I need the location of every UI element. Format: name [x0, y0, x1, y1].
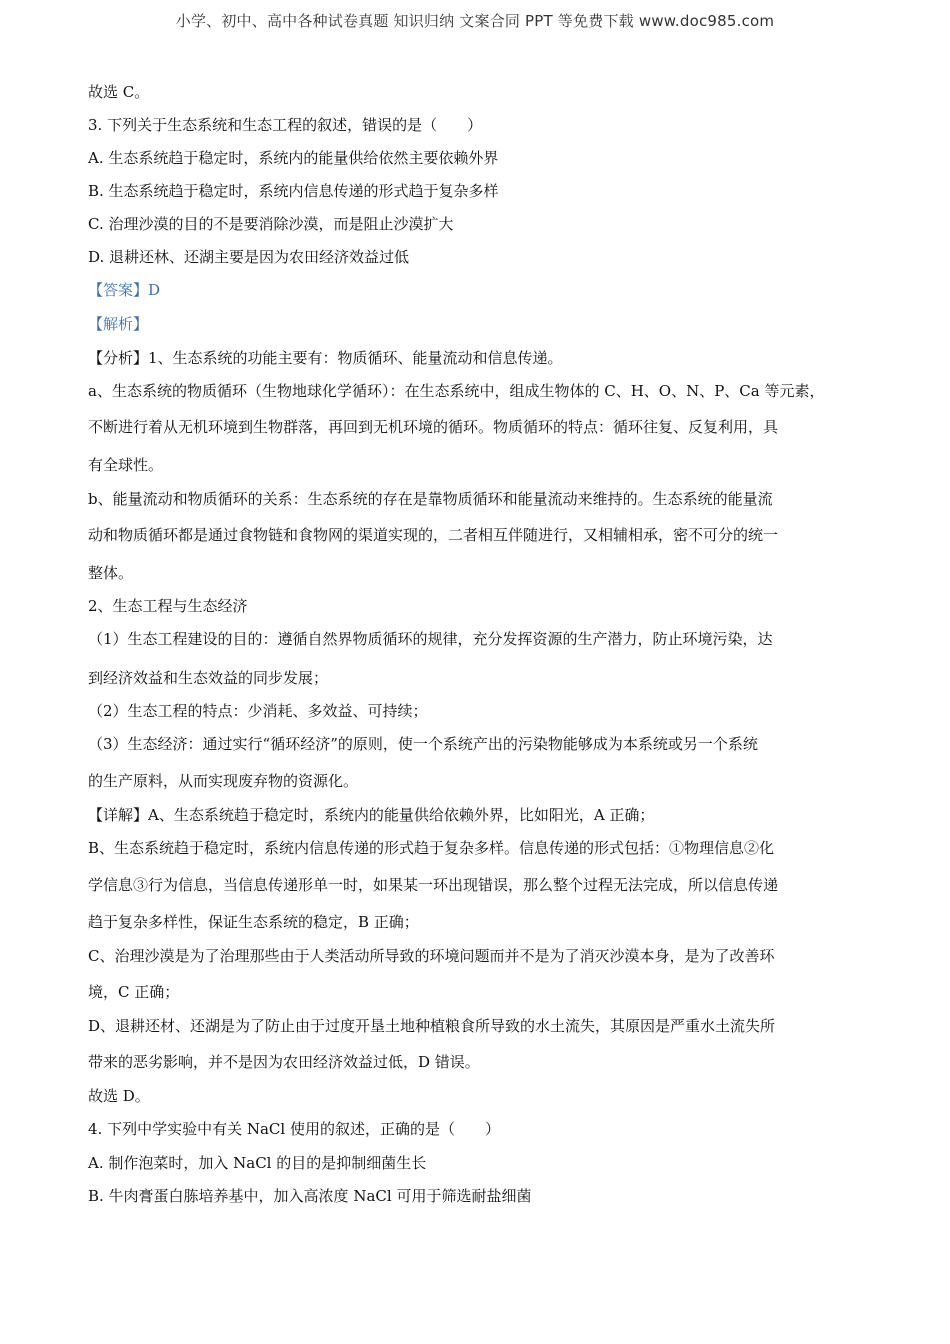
text-line: 有全球性。	[88, 456, 164, 474]
text-line: 学信息③行为信息，当信息传递形单一时，如果某一环出现错误，那么整个过程无法完成，所以信息传递	[88, 876, 779, 894]
text-line: （1）生态工程建设的目的：遵循自然界物质循环的规律，充分发挥资源的生产潜力，防止环境污染，达	[88, 630, 773, 648]
text-line: C、治理沙漠是为了治理那些由于人类活动所导致的环境问题而并不是为了消灭沙漠本身，是为了改善环	[88, 947, 775, 965]
text-line: B、生态系统趋于稳定时，系统内信息传递的形式趋于复杂多样。信息传递的形式包括：①物理信息②化	[88, 839, 775, 857]
text-line: 动和物质循环都是通过食物链和食物网的渠道实现的，二者相互伴随进行，又相辅相承，密不可分的统一	[88, 526, 779, 544]
text-line: D、退耕还材、还湖是为了防止由于过度开垦土地种植粮食所导致的水土流失，其原因是严重水土流失所	[88, 1017, 776, 1035]
option-c: C. 治理沙漠的目的不是要消除沙漠，而是阻止沙漠扩大	[88, 215, 454, 233]
text-line: （3）生态经济：通过实行“循环经济”的原则，使一个系统产出的污染物能够成为本系统或另一个系统	[88, 735, 758, 753]
option-d: D. 退耕还林、还湖主要是因为农田经济效益过低	[88, 248, 410, 266]
text-line: 到经济效益和生态效益的同步发展；	[88, 669, 329, 687]
text-line: 【分析】1、生态系统的功能主要有：物质循环、能量流动和信息传递。	[88, 349, 563, 367]
text-line: 境，C 正确；	[88, 983, 180, 1001]
question-4-stem: 4. 下列中学实验中有关 NaCl 使用的叙述，正确的是（ ）	[88, 1120, 500, 1138]
question-3-stem: 3. 下列关于生态系统和生态工程的叙述，错误的是（ ）	[88, 116, 483, 134]
text-line: 整体。	[88, 564, 134, 582]
answer-line: 【答案】D	[88, 281, 161, 299]
text-line: （2）生态工程的特点：少消耗、多效益、可持续；	[88, 702, 428, 720]
text-line: 趋于复杂多样性，保证生态系统的稳定，B 正确；	[88, 913, 419, 931]
option-a: A. 制作泡菜时，加入 NaCl 的目的是抑制细菌生长	[88, 1154, 427, 1172]
text-line: a、生态系统的物质循环（生物地球化学循环）：在生态系统中，组成生物体的 C、H、O、N、P、Ca 等元素，	[88, 382, 825, 400]
text-line: b、能量流动和物质循环的关系：生态系统的存在是靠物质循环和能量流动来维持的。生态系统的能量流	[88, 490, 773, 508]
text-line: 2、生态工程与生态经济	[88, 597, 248, 615]
text-line: 不断进行着从无机环境到生物群落，再回到无机环境的循环。物质循环的特点：循环往复、反复利用，具	[88, 418, 779, 436]
option-b: B. 生态系统趋于稳定时，系统内信息传递的形式趋于复杂多样	[88, 182, 499, 200]
text-line: 的生产原料，从而实现废弃物的资源化。	[88, 772, 359, 790]
text-line: 带来的恶劣影响，并不是因为农田经济效益过低，D 错误。	[88, 1053, 480, 1071]
option-a: A. 生态系统趋于稳定时，系统内的能量供给依然主要依赖外界	[88, 149, 499, 167]
text-line: 故选 C。	[88, 83, 150, 101]
option-b: B. 牛肉膏蛋白胨培养基中，加入高浓度 NaCl 可用于筛选耐盐细菌	[88, 1187, 532, 1205]
page-header: 小学、初中、高中各种试卷真题 知识归纳 文案合同 PPT 等免费下载 www.doc985.com	[175, 12, 775, 30]
text-line: 【详解】A、生态系统趋于稳定时，系统内的能量供给依赖外界，比如阳光，A 正确；	[88, 806, 655, 824]
analysis-heading: 【解析】	[88, 315, 149, 333]
text-line: 故选 D。	[88, 1087, 150, 1105]
